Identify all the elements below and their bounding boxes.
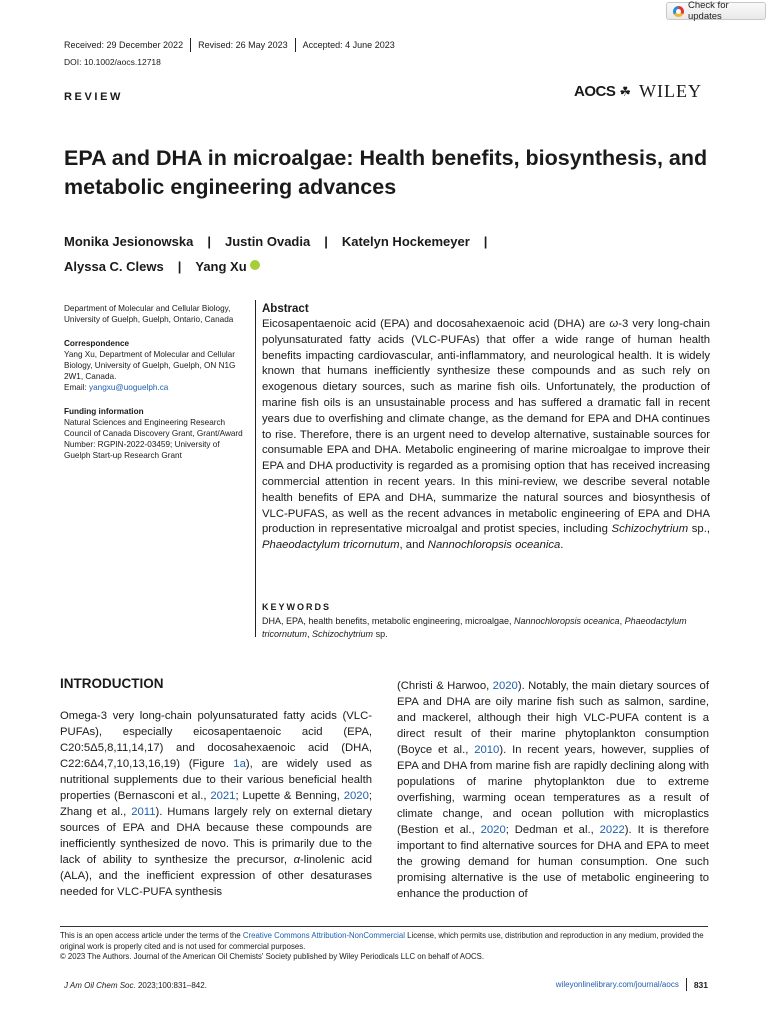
section-label: REVIEW bbox=[64, 91, 123, 103]
citation-link[interactable]: 2021 bbox=[210, 790, 236, 802]
abstract-text: . bbox=[560, 539, 564, 552]
article-dates bbox=[64, 38, 395, 52]
author-separator: | bbox=[483, 234, 488, 249]
publisher-logos bbox=[574, 81, 702, 102]
author-separator: | bbox=[324, 234, 328, 249]
keyword-text: DHA, EPA, health benefits, metabolic engineering, microalgae, bbox=[262, 616, 514, 626]
abstract-text: sp., bbox=[688, 523, 710, 536]
correspondence-label: Correspondence bbox=[64, 339, 130, 348]
journal-url-link[interactable]: wileyonlinelibrary.com/journal/aocs bbox=[555, 980, 679, 989]
check-for-updates-button[interactable] bbox=[666, 2, 766, 20]
author[interactable]: Monika Jesionowska bbox=[64, 234, 194, 249]
abstract-heading: Abstract bbox=[262, 303, 309, 315]
license-body: License, which permits use, distribution and reproduction in any medium, provided the original work is properly cited and is not used for commercial purposes. bbox=[60, 931, 704, 951]
author-info-sidebar bbox=[64, 303, 246, 461]
body-text: ; Zhang et al., bbox=[60, 790, 372, 818]
vertical-rule bbox=[255, 300, 256, 637]
license-text bbox=[60, 931, 710, 952]
citation-link[interactable]: 2020 bbox=[480, 824, 506, 836]
copyright-text: © 2023 The Authors. Journal of the American Oil Chemists' Society published by Wiley Periodicals LLC on behalf of AOCS. bbox=[60, 952, 485, 961]
species-name: Phaeodactylum tricornutum bbox=[262, 539, 400, 552]
abstract-text: Eicosapentaenoic acid (EPA) and docosahexaenoic acid (DHA) are bbox=[262, 318, 610, 330]
keyword-text: , bbox=[619, 616, 625, 626]
wiley-logo: WILEY bbox=[639, 81, 702, 101]
body-text: Omega-3 very long-chain polyunsaturated fatty acids (VLC-PUFAs), especially eicosapentaenoic acid (EPA, C20:5Δ5,8,11,14,17) and docosahexaenoic acid (DHA, C22:6Δ4,7,10,13,16,19) (Figure bbox=[60, 710, 372, 770]
author[interactable]: Katelyn Hockemeyer bbox=[341, 234, 470, 249]
body-text: ). In recent years, however, supplies of EPA and DHA from marine fish are rapidly declining along with populations of marine phytoplankton due to extreme overfishing, warming ocean temperatures as a result of climate change, and ocean pollution with microplastics (Bestion et al., bbox=[397, 744, 709, 836]
abstract-body bbox=[262, 317, 710, 554]
figure-link[interactable]: 1a bbox=[233, 758, 246, 770]
page-number: 831 bbox=[693, 979, 708, 990]
journal-citation bbox=[64, 981, 207, 990]
keywords-list bbox=[262, 615, 708, 640]
species-name: Nannochloropsis oceanica bbox=[427, 539, 561, 552]
body-text: (Christi & Harwoo, bbox=[397, 680, 493, 692]
citation-details: 2023;100:831–842. bbox=[135, 981, 207, 990]
citation-link[interactable]: 2011 bbox=[131, 806, 156, 818]
intro-paragraph bbox=[60, 708, 372, 900]
license-link[interactable]: Creative Commons Attribution-NonCommercial bbox=[242, 931, 405, 940]
author[interactable]: Justin Ovadia bbox=[224, 234, 311, 249]
body-text: ). It is therefore important to find alternative sources for DHA and EPA to meet the growing demand for human consumption. One such promising alternative is the use of metabolic engineering to enhance the production of bbox=[397, 824, 709, 900]
citation-link[interactable]: 2020 bbox=[492, 680, 518, 692]
page-footer-right bbox=[556, 978, 708, 991]
body-text: ). Notably, the main dietary sources of EPA and DHA are oily marine fish such as salmon, sardine, and mackerel, although their high VLC-PUFA content is a direct result of their marine phytoplankton consumption (Boyce et al., bbox=[397, 680, 709, 756]
correspondence-address: Yang Xu, Department of Molecular and Cellular Biology, University of Guelph, Guelph, ON N1G 2W1, Canada. bbox=[64, 350, 236, 381]
aocs-logo: AOCS bbox=[574, 83, 616, 100]
alpha-symbol: α bbox=[293, 854, 301, 866]
omega-symbol: ω bbox=[609, 318, 619, 330]
intro-column-right bbox=[397, 678, 709, 902]
footer-divider bbox=[686, 978, 687, 991]
email-link[interactable]: yangxu@uoguelph.ca bbox=[89, 383, 169, 392]
body-text: ; Lupette & Benning, bbox=[235, 790, 344, 802]
license-notice bbox=[60, 931, 710, 963]
keyword-species: Schizochytrium bbox=[312, 628, 374, 639]
date-divider bbox=[295, 38, 296, 52]
journal-name: J Am Oil Chem Soc. bbox=[64, 981, 136, 990]
abstract bbox=[262, 302, 710, 554]
body-text: ), are widely used as nutritional supplements due to their various beneficial health properties (Bernasconi et al., bbox=[60, 758, 372, 802]
funding-text: Natural Sciences and Engineering Research Council of Canada Discovery Grant, Grant/Award Number: RGPIN-2022-03459; University of Guelph Start-up Research Grant bbox=[64, 418, 243, 460]
check-for-updates-label: Check for updates bbox=[687, 0, 729, 22]
received-date: Received: 29 December 2022 bbox=[64, 40, 184, 50]
citation-link[interactable]: 2022 bbox=[599, 824, 625, 836]
author[interactable]: Yang Xu bbox=[195, 259, 247, 274]
citation-link[interactable]: 2010 bbox=[474, 744, 500, 756]
funding-label: Funding information bbox=[64, 407, 144, 416]
orcid-icon[interactable] bbox=[250, 260, 260, 270]
body-text: -linolenic acid (ALA), and the inefficient expression of other desaturases needed for VLC-PUFA synthesis bbox=[60, 854, 372, 898]
abstract-text: , and bbox=[399, 539, 428, 552]
keywords-heading: KEYWORDS bbox=[262, 602, 332, 612]
keyword-text: sp. bbox=[373, 628, 388, 639]
author-list bbox=[64, 229, 724, 279]
footnote-rule bbox=[60, 926, 708, 927]
introduction-heading: INTRODUCTION bbox=[60, 676, 164, 691]
intro-paragraph bbox=[397, 678, 709, 902]
body-text: ). Humans largely rely on external dietary sources of EPA and DHA because these compounds are inefficiently synthesized de novo. This is primarily due to the lack of ability to synthesize the precursor, bbox=[60, 806, 372, 866]
doi[interactable]: DOI: 10.1002/aocs.12718 bbox=[64, 57, 161, 67]
article-title: EPA and DHA in microalgae: Health benefits, biosynthesis, and metabolic engineering advances bbox=[64, 146, 708, 199]
keyword-text: , bbox=[307, 628, 313, 639]
keyword-species: Phaeodactylum tricornutum bbox=[262, 616, 687, 639]
body-text: ; Dedman et al., bbox=[505, 824, 600, 836]
accepted-date: Accepted: 4 June 2023 bbox=[302, 40, 395, 50]
date-divider bbox=[190, 38, 191, 52]
author-separator: | bbox=[207, 234, 211, 249]
license-body: This is an open access article under the terms of the bbox=[60, 931, 243, 940]
correspondence-text bbox=[64, 349, 246, 393]
intro-column-left bbox=[60, 675, 372, 900]
species-name: Schizochytrium bbox=[611, 523, 689, 536]
author-separator: | bbox=[177, 259, 182, 274]
author[interactable]: Alyssa C. Clews bbox=[64, 259, 164, 274]
citation-link[interactable]: 2020 bbox=[343, 790, 369, 802]
crossmark-icon bbox=[673, 6, 684, 17]
aocs-mark-icon: ☘ bbox=[619, 83, 631, 99]
keyword-species: Nannochloropsis oceanica bbox=[513, 616, 620, 626]
revised-date: Revised: 26 May 2023 bbox=[198, 40, 288, 50]
affiliation: Department of Molecular and Cellular Biology, University of Guelph, Guelph, Ontario, Canada bbox=[64, 304, 234, 324]
abstract-text: -3 very long-chain polyunsaturated fatty acids (VLC-PUFAs) that offer a wide range of human health benefits impacting cardiovascular, anti-inflammatory, and neurological health. It is widely known that humans inefficiently synthesize these compounds and as such rely on exogenous dietary sources, such as marine fish oils. Unfortunately, the production of marine fish oils is an unsustainable process and has suffered a dramatic fall in recent years due to overfishing and climate change, as the demand for EPA and DHA continues to rise. Therefore, there is an urgent need to develop alternative, sustainable sources for consumable EPA and DHA. Metabolic engineering of marine microalgae to improve their EPA and DHA productivity is regarded as a promising option that has received increasing commercial attention in recent years. In this mini-review, we describe several notable health benefits of EPA and DHA, summarize the natural sources and biosynthesis of VLC-PUFAS, as well as the recent advances in metabolic engineering of EPA and DHA production in representative microalgal and protist species, including bbox=[262, 318, 710, 536]
email-label: Email: bbox=[64, 383, 90, 392]
